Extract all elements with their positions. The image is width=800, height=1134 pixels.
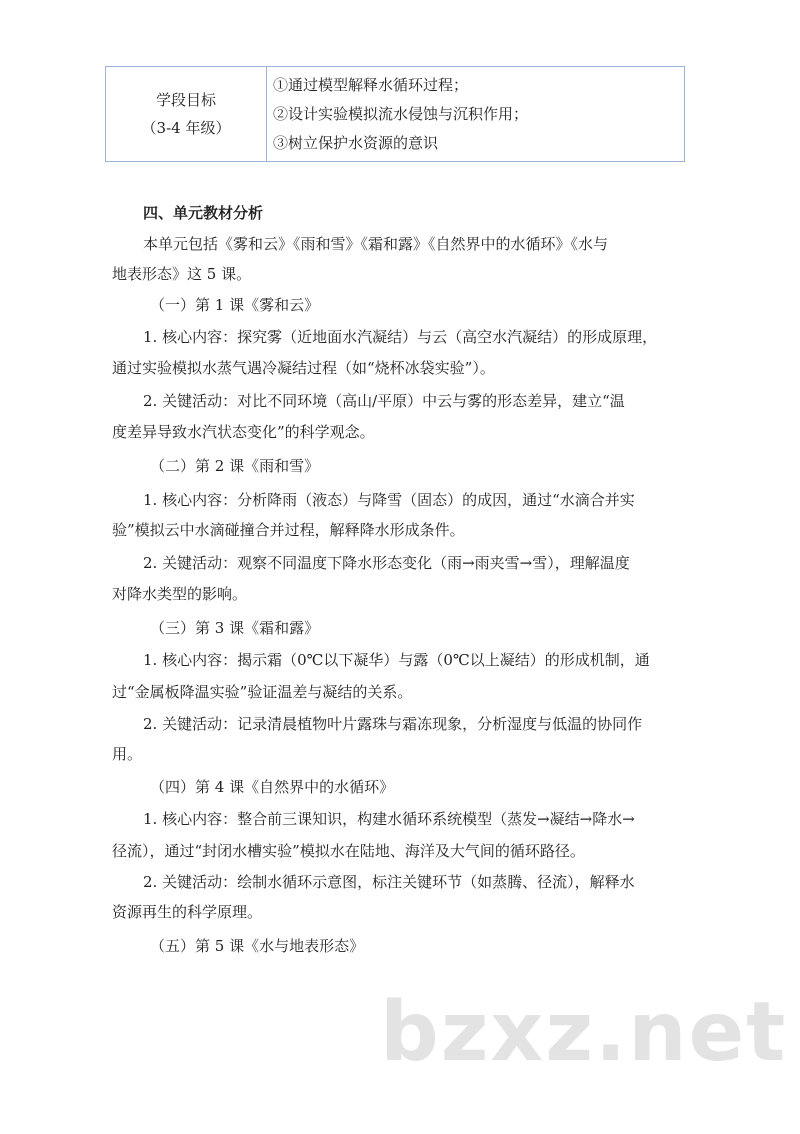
lesson-heading: （一）第 1 课《雾和云》: [150, 296, 320, 314]
paragraph-line: 度差异导致水汽状态变化”的科学观念。: [112, 423, 375, 441]
lesson-heading: （二）第 2 课《雨和雪》: [150, 457, 320, 475]
paragraph-line: 1. 核心内容：探究雾（近地面水汽凝结）与云（高空水汽凝结）的形成原理，: [143, 328, 658, 346]
paragraph-line: 1. 核心内容：整合前三课知识，构建水循环系统模型（蒸发→凝结→降水→: [143, 810, 635, 828]
paragraph-line: 本单元包括《雾和云》《雨和雪》《霜和露》《自然界中的水循环》《水与: [143, 235, 609, 253]
label-line-2: （3-4 年级）: [141, 119, 231, 137]
paragraph-line: 过“金属板降温实验”验证温差与凝结的关系。: [112, 683, 413, 701]
stage-goals-table: [105, 66, 685, 162]
paragraph-line: 2. 关键活动：记录清晨植物叶片露珠与霜冻现象，分析湿度与低温的协同作: [143, 715, 643, 733]
lesson-heading: （三）第 3 课《霜和露》: [150, 619, 320, 637]
paragraph-line: 2. 关键活动：观察不同温度下降水形态变化（雨→雨夹雪→雪），理解温度: [143, 554, 630, 572]
paragraph-line: 通过实验模拟水蒸气遇冷凝结过程（如“烧杯冰袋实验”）。: [112, 359, 495, 377]
watermark: bzxz.net: [380, 985, 788, 1080]
paragraph-line: 用。: [112, 745, 143, 763]
paragraph-line: 1. 核心内容：分析降雨（液态）与降雪（固态）的成因，通过“水滴合并实: [143, 491, 635, 509]
lesson-heading: （五）第 5 课《水与地表形态》: [150, 937, 365, 955]
stage-goals-label: [106, 67, 267, 162]
goal-item: ②设计实验模拟流水侵蚀与沉积作用；: [273, 104, 529, 123]
label-line-1: 学段目标: [155, 91, 216, 109]
paragraph-line: 地表形态》这 5 课。: [112, 265, 252, 283]
paragraph-line: 2. 关键活动：绘制水循环示意图，标注关键环节（如蒸腾、径流），解释水: [143, 873, 635, 891]
lesson-heading: （四）第 4 课《自然界中的水循环》: [150, 778, 395, 796]
paragraph-line: 资源再生的科学原理。: [112, 903, 263, 921]
section-heading: 四、单元教材分析: [143, 204, 264, 222]
paragraph-line: 1. 核心内容：揭示霜（0℃以下凝华）与露（0℃以上凝结）的形成机制，通: [143, 651, 650, 669]
paragraph-line: 验”模拟云中水滴碰撞合并过程，解释降水形成条件。: [112, 521, 465, 539]
paragraph-line: 2. 关键活动：对比不同环境（高山/平原）中云与雾的形态差异，建立“温: [143, 392, 625, 410]
goal-item: ③树立保护水资源的意识: [273, 133, 439, 152]
stage-goals-list: [267, 67, 685, 162]
goal-item: ①通过模型解释水循环过程；: [273, 75, 469, 94]
paragraph-line: 径流），通过“封闭水槽实验”模拟水在陆地、海洋及大气间的循环路径。: [112, 842, 585, 860]
paragraph-line: 对降水类型的影响。: [112, 585, 248, 603]
